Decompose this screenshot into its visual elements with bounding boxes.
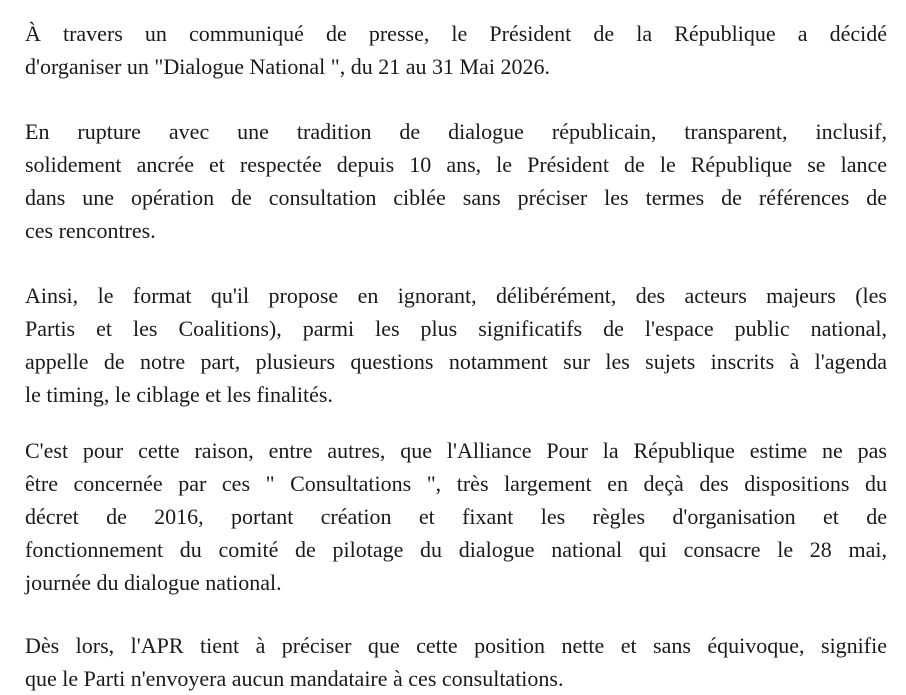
text-line: le timing, le ciblage et les finalités. (25, 382, 333, 407)
paragraph-conclusion (25, 629, 887, 695)
text-line: solidement ancrée et respectée depuis 10 ans, le Président de le République se lance (25, 152, 887, 177)
text-line: C'est pour cette raison, entre autres, que l'Alliance Pour la République estime ne pas (25, 438, 887, 463)
paragraph-announcement (25, 17, 887, 83)
text-line: À travers un communiqué de presse, le Président de la République a décidé (25, 21, 887, 46)
paragraph-rupture (25, 115, 887, 247)
text-line: dans une opération de consultation ciblée sans préciser les termes de références de (25, 185, 887, 210)
text-line: que le Parti n'envoyera aucun mandataire à ces consultations. (25, 666, 564, 691)
text-line: Dès lors, l'APR tient à préciser que cette position nette et sans équivoque, signifie (25, 633, 887, 658)
text-line: décret de 2016, portant création et fixant les règles d'organisation et de (25, 504, 887, 529)
text-line: ces rencontres. (25, 218, 156, 243)
paragraph-format (25, 279, 887, 411)
text-line: d'organiser un "Dialogue National ", du 21 au 31 Mai 2026. (25, 54, 550, 79)
text-line: journée du dialogue national. (25, 570, 282, 595)
text-line: En rupture avec une tradition de dialogue républicain, transparent, inclusif, (25, 119, 887, 144)
text-line: Partis et les Coalitions), parmi les plus significatifs de l'espace public national, (25, 316, 887, 341)
text-line: appelle de notre part, plusieurs questions notamment sur les sujets inscrits à l'agenda (25, 349, 887, 374)
text-line: être concernée par ces " Consultations ", très largement en deçà des dispositions du (25, 471, 887, 496)
text-line: fonctionnement du comité de pilotage du dialogue national qui consacre le 28 mai, (25, 537, 887, 562)
text-line: Ainsi, le format qu'il propose en ignorant, délibérément, des acteurs majeurs (les (25, 283, 887, 308)
paragraph-position (25, 434, 887, 599)
